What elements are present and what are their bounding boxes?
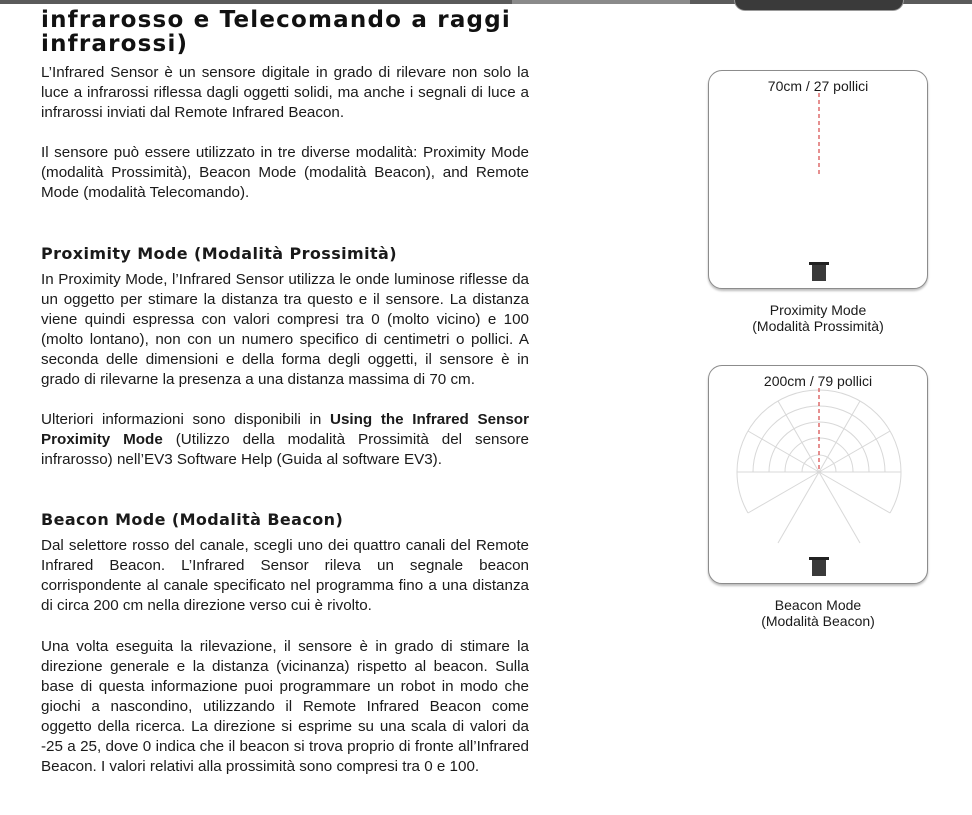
top-tab-indicator: [512, 0, 690, 4]
beacon-paragraph-2: Una volta eseguita la rilevazione, il sensore è in grado di stimare la direzione generale e la distanza (vicinanza) rispetto al beacon. Sulla base di questa informazione puoi programmare un robot in modo che giochi a nascondino, utilizzando il Remote Infrared Beacon come oggetto della ricerca. La direzione si esprime su una scala di valori da -25 a 25, dove 0 indica che il beacon si trova proprio di fronte all’Infrared Beacon. I valori relativi alla prossimità sono compresi tra 0 e 100.: [41, 638, 529, 775]
beacon-figure-panel: [708, 365, 928, 584]
intro-paragraph-1: L’Infrared Sensor è un sensore digitale in grado di rilevare non solo la luce a infrarossi riflessa dagli oggetti solidi, ma anche i segnali di luce a infrarossi inviati dal Remote Infrared Beacon.: [41, 64, 529, 121]
beacon-diagram: [709, 366, 927, 583]
top-window-strip: [0, 0, 972, 4]
proximity-sensor-icon: [812, 263, 826, 281]
help-link-text: Using the Infrared Sensor Proximity Mode: [41, 411, 529, 448]
proximity-range-label: 70cm / 27 pollici: [767, 78, 869, 94]
document-body: [41, 8, 529, 777]
proximity-sensor-cap: [809, 262, 829, 265]
proximity-caption-line-2: (Modalità Prossimità): [752, 318, 884, 334]
proximity-paragraph-1: In Proximity Mode, l’Infrared Sensor utilizza le onde luminose riflesse da un oggetto per stimare la distanza tra questo e il sensore. La distanza viene quindi espressa con valori compresi tra 0 (molto vicino) e 100 (molto lontano), non con un numero specifico di centimetri o pollici. A seconda delle dimensioni e della forma degli oggetti, il sensore è in grado di rilevarne la presenza a una distanza massima di 70 cm.: [41, 271, 529, 388]
beacon-paragraph-1: Dal selettore rosso del canale, scegli uno dei quattro canali del Remote Infrared Beacon. L’Infrared Sensor rileva un segnale beacon corrispondente al canale specificato nel programma fino a una distanza di circa 200 cm nella direzione verso cui è rivolto.: [41, 537, 529, 614]
intro-paragraph-2: Il sensore può essere utilizzato in tre diverse modalità: Proximity Mode (modalità Prossimità), Beacon Mode (modalità Beacon), and Remote Mode (modalità Telecomando).: [41, 144, 529, 201]
beacon-sensor-icon: [812, 558, 826, 576]
page-title: infrarosso e Telecomando a raggi infrarossi): [41, 7, 511, 57]
proximity-heading: Proximity Mode (Modalità Prossimità): [41, 244, 397, 263]
beacon-sensor-cap: [809, 557, 829, 560]
proximity-p2-text-after: (Utilizzo della modalità Prossimità del sensore infrarosso) nell’EV3 Software Help (Guida al software EV3).: [41, 431, 530, 468]
proximity-p2-text-before: Ulteriori informazioni sono disponibili in: [41, 411, 330, 428]
proximity-caption-line-1: Proximity Mode: [769, 302, 867, 318]
beacon-caption-line-2: (Modalità Beacon): [761, 613, 875, 629]
beacon-heading: Beacon Mode (Modalità Beacon): [41, 510, 344, 529]
proximity-diagram: [709, 71, 927, 288]
beacon-range-label: 200cm / 79 pollici: [763, 373, 873, 389]
proximity-caption: [708, 302, 928, 334]
beacon-caption: [708, 597, 928, 629]
proximity-paragraph-2: [41, 410, 529, 470]
proximity-figure-panel: [708, 70, 928, 289]
beacon-caption-line-1: Beacon Mode: [774, 597, 862, 613]
top-tab-handle: [734, 0, 904, 11]
